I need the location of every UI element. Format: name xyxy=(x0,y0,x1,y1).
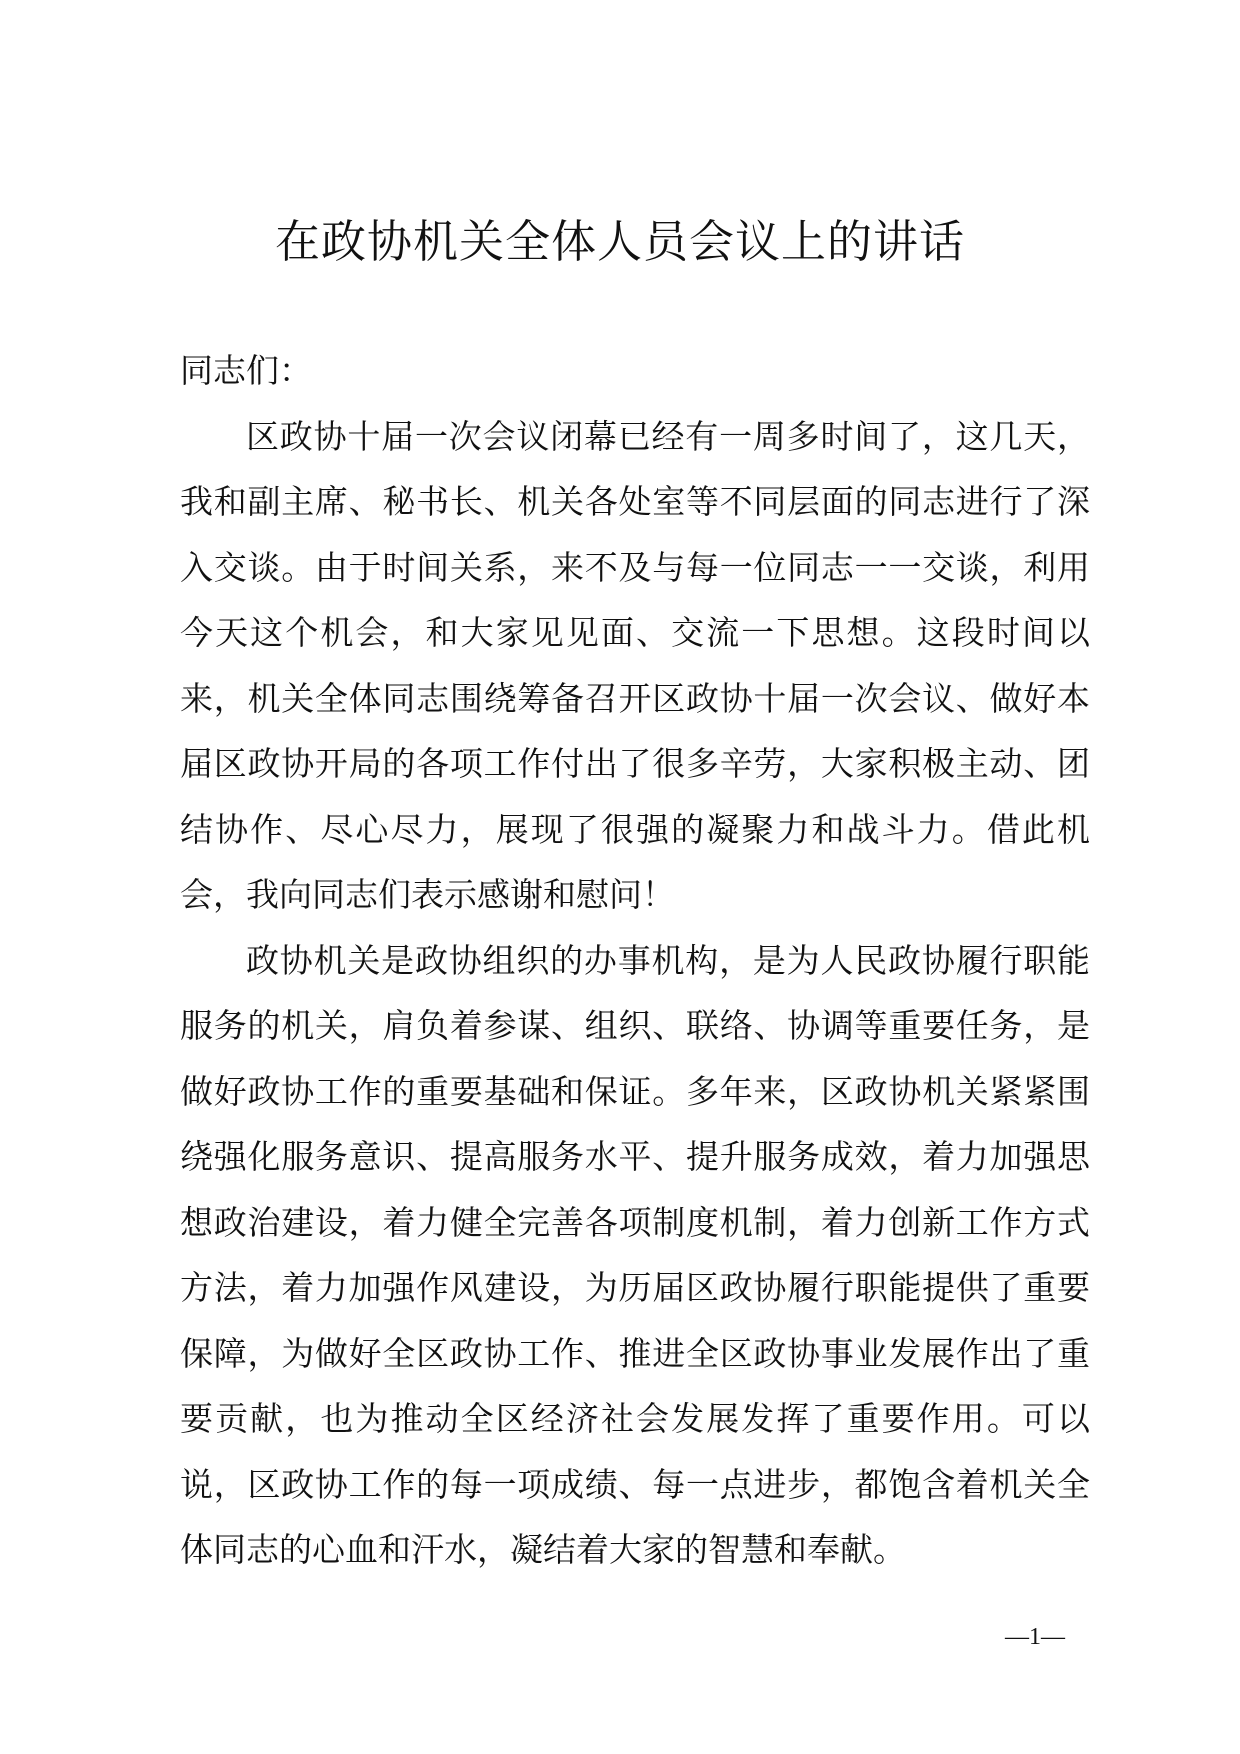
document-body xyxy=(180,338,1090,1583)
page-number: —1— xyxy=(1005,1624,1065,1650)
document-title: 在政协机关全体人员会议上的讲话 xyxy=(274,215,965,268)
salutation: 同志们： xyxy=(180,351,312,390)
paragraph-1: 区政协十届一次会议闭幕已经有一周多时间了，这几天，我和副主席、秘书长、机关各处室等不同层面的同志进行了深入交谈。由于时间关系，来不及与每一位同志一一交谈，利用今天这个机会，和大家见见面、交流一下思想。这段时间以来，机关全体同志围绕筹备召开区政协十届一次会议、做好本届区政协开局的各项工作付出了很多辛劳，大家积极主动、团结协作、尽心尽力，展现了很强的凝聚力和战斗力。借此机会，我向同志们表示感谢和慰问！ xyxy=(180,416,1090,914)
paragraph-2: 政协机关是政协组织的办事机构，是为人民政协履行职能服务的机关，肩负着参谋、组织、联络、协调等重要任务，是做好政协工作的重要基础和保证。多年来，区政协机关紧紧围绕强化服务意识、提高服务水平、提升服务成效，着力加强思想政治建设，着力健全完善各项制度机制，着力创新工作方式方法，着力加强作风建设，为历届区政协履行职能提供了重要保障，为做好全区政协工作、推进全区政协事业发展作出了重要贡献，也为推动全区经济社会发展发挥了重要作用。可以说，区政协工作的每一项成绩、每一点进步，都饱含着机关全体同志的心血和汗水，凝结着大家的智慧和奉献。 xyxy=(180,940,1090,1569)
